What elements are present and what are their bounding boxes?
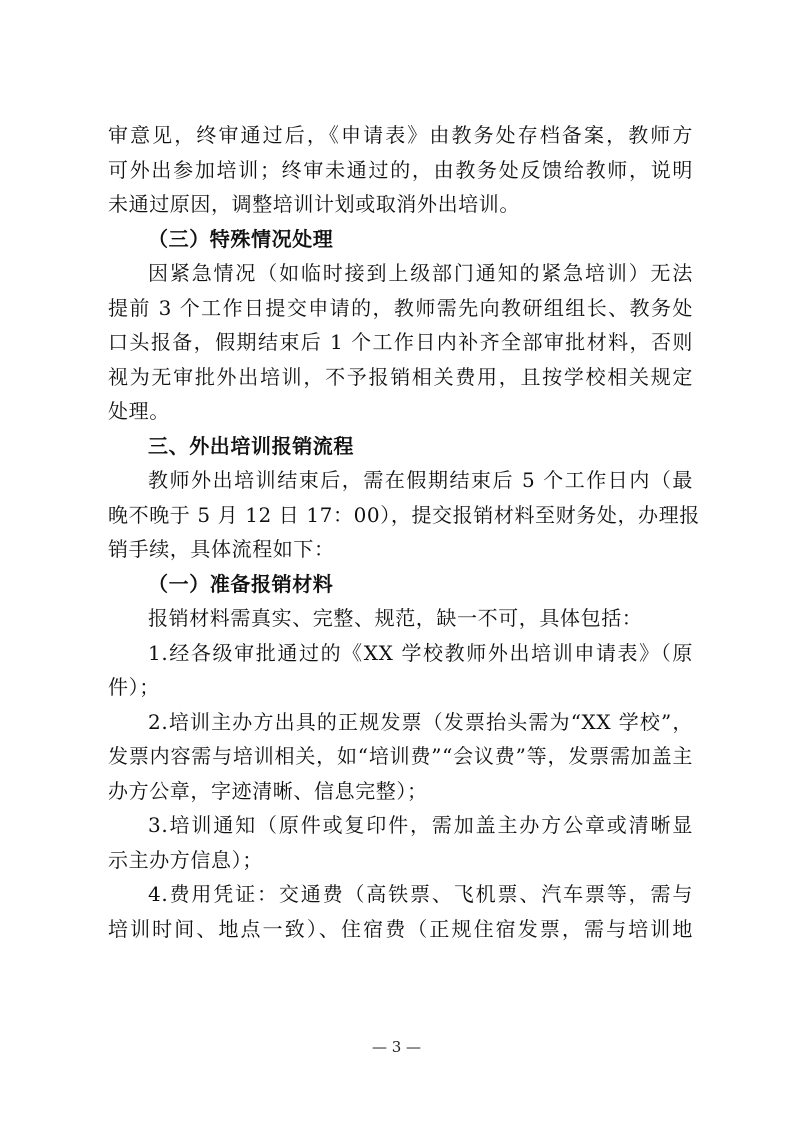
body-text-line: 发票内容需与培训相关，如“培训费”“会议费”等，发票需加盖主	[108, 744, 693, 768]
body-text-line: 2.培训主办方出具的正规发票（发票抬头需为“XX 学校”，	[148, 709, 693, 734]
body-text-line: 视为无审批外出培训，不予报销相关费用，且按学校相关规定	[108, 364, 693, 389]
document-page	[108, 118, 700, 946]
body-text-line: 报销材料需真实、完整、规范，缺一不可，具体包括：	[148, 606, 643, 630]
subsection-heading: （一）准备报销材料	[148, 571, 334, 596]
body-text-line: 培训时间、地点一致）、住宿费（正规住宿发票，需与培训地	[108, 916, 693, 941]
body-text-line: 因紧急情况（如临时接到上级部门通知的紧急培训）无法	[148, 261, 693, 285]
body-text-line: 1.经各级审批通过的《XX 学校教师外出培训申请表》（原	[148, 640, 693, 665]
body-text-line: 晚不晚于 5 月 12 日 17：00），提交报销材料至财务处，办理报	[108, 502, 700, 527]
body-text-line: 提前 3 个工作日提交申请的，教师需先向教研组组长、教务处	[108, 295, 693, 320]
body-text-line: 口头报备，假期结束后 1 个工作日内补齐全部审批材料，否则	[108, 330, 693, 354]
body-text-line: 3.培训通知（原件或复印件，需加盖主办方公章或清晰显	[148, 813, 693, 837]
subsection-heading: （三）特殊情况处理	[148, 226, 334, 251]
body-text-line: 可外出参加培训；终审未通过的，由教务处反馈给教师，说明	[108, 157, 693, 182]
body-text-line: 未通过原因，调整培训计划或取消外出培训。	[108, 192, 520, 216]
body-text-line: 处理。	[108, 399, 170, 423]
body-text-line: 办方公章，字迹清晰、信息完整）；	[108, 778, 428, 803]
body-text-line: 审意见，终审通过后，《申请表》由教务处存档备案，教师方	[108, 123, 693, 147]
body-text-line: 示主办方信息）；	[108, 847, 263, 872]
body-text-line: 销手续，具体流程如下：	[108, 537, 335, 561]
section-heading: 三、外出培训报销流程	[148, 433, 354, 458]
page-number-footer: — 3 —	[371, 1038, 422, 1056]
body-text-line: 4.费用凭证：交通费（高铁票、飞机票、汽车票等，需与	[148, 882, 693, 906]
body-text-line: 件）；	[108, 675, 160, 699]
body-text-line: 教师外出培训结束后，需在假期结束后 5 个工作日内（最	[148, 468, 693, 492]
